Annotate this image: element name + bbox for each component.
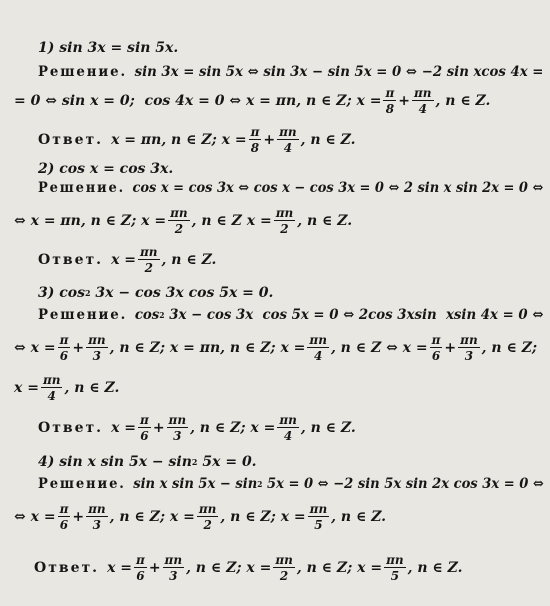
p2-solution-text: cos x = cos 3x ⇔ cos x − cos 3x = 0 ⇔ 2 sin x sin 2x = 0 ⇔ [132, 180, 544, 196]
p4-solution-label: Решение. [38, 476, 126, 492]
p3-solution-a: cos [134, 307, 160, 323]
numerator: π [385, 86, 395, 100]
fraction [163, 554, 185, 582]
denominator: 3 [169, 569, 178, 583]
denominator: 6 [59, 349, 69, 363]
denominator: 2 [280, 222, 289, 236]
p2-answer-label: Ответ. [38, 252, 104, 268]
numerator: π [59, 333, 69, 347]
p2-solution-label: Решение. [38, 180, 126, 196]
numerator: πn [88, 502, 106, 516]
numerator: πn [198, 502, 217, 516]
denominator: 2 [279, 569, 289, 583]
p3-solution-label: Решение. [38, 307, 128, 323]
p4-text-c: , n ∈ Z; x = [220, 509, 306, 525]
plus-sign: + [398, 93, 410, 109]
exponent: 2 [191, 457, 198, 467]
fraction [273, 554, 295, 582]
fraction [138, 414, 151, 442]
p4-title-a: 4) sin x sin 5x − sin [38, 454, 192, 470]
plus-sign: + [72, 509, 85, 525]
p2-title-text: 2) cos x = cos 3x. [38, 161, 174, 177]
p3-answer-c: , n ∈ Z. [300, 420, 356, 436]
denominator: 6 [59, 518, 69, 532]
numerator: πn [309, 502, 328, 516]
p4-answer-label: Ответ. [34, 560, 100, 576]
p3-answer-a: x = [111, 420, 137, 436]
numerator: πn [275, 553, 293, 567]
p1-solution-label: Решение. [38, 64, 128, 80]
fraction [86, 334, 108, 362]
denominator: 4 [314, 349, 323, 363]
fraction [138, 246, 160, 274]
p2-text-mid: , n ∈ Z x = [191, 213, 272, 229]
numerator: πn [170, 206, 188, 220]
p1-answer-label: Ответ. [38, 132, 104, 148]
fraction [58, 503, 71, 531]
plus-sign: + [444, 340, 457, 356]
fraction [274, 207, 296, 235]
numerator: π [250, 125, 260, 139]
fraction [168, 207, 190, 235]
p3-answer-label: Ответ. [38, 420, 104, 436]
p1-title-text: 1) sin 3x = sin 5x. [38, 40, 179, 56]
fraction [58, 334, 71, 362]
denominator: 8 [385, 102, 395, 116]
denominator: 4 [283, 141, 293, 155]
tail-text: , n ∈ Z. [300, 132, 356, 148]
denominator: 6 [136, 569, 145, 583]
p1-solution-text2: = 0 ⇔ sin x = 0; cos 4x = 0 ⇔ x = πn, n ∈ Z; x = [14, 93, 382, 109]
p3-solution-b: 3x − cos 3x cos 5x = 0 ⇔ 2cos 3xsin xsin 4x = 0 ⇔ [164, 307, 544, 323]
exponent: 2 [159, 310, 165, 320]
p4-text-a: ⇔ x = [14, 509, 56, 525]
p4-solution-b: 5x = 0 ⇔ −2 sin 5x sin 2x cos 3x = 0 ⇔ [262, 476, 544, 492]
p4-answer-a: x = [107, 560, 133, 576]
numerator: π [140, 413, 149, 427]
fraction [41, 374, 63, 402]
tail-text: , n ∈ Z. [297, 213, 353, 229]
fraction [197, 503, 219, 531]
p1-solution-text: sin 3x = sin 5x ⇔ sin 3x − sin 5x = 0 ⇔ −2 sin xcos 4x = [134, 64, 544, 80]
numerator: π [136, 553, 145, 567]
fraction [412, 87, 434, 115]
p4-answer-c: , n ∈ Z; x = [296, 560, 383, 576]
p2-solution-text2: ⇔ x = πn, n ∈ Z; x = [14, 213, 167, 229]
fraction [383, 87, 396, 115]
numerator: πn [386, 553, 404, 567]
numerator: π [431, 333, 441, 347]
fraction [277, 414, 299, 442]
numerator: πn [460, 333, 478, 347]
p3-title-a: 3) cos [38, 285, 85, 301]
fraction [384, 554, 406, 582]
numerator: πn [164, 553, 183, 567]
denominator: 8 [250, 141, 260, 155]
p3-text-a: ⇔ x = [14, 340, 56, 356]
numerator: πn [168, 413, 187, 427]
p3-title-b: 3x − cos 3x cos 5x = 0. [90, 285, 274, 301]
exponent: 2 [84, 288, 91, 298]
fraction [167, 414, 189, 442]
numerator: πn [309, 333, 327, 347]
plus-sign: + [72, 340, 85, 356]
p4-solution-a: sin x sin 5x − sin [133, 476, 258, 492]
numerator: πn [42, 373, 61, 387]
p3-text-c: , n ∈ Z ⇔ x = [330, 340, 428, 356]
p3-text-d: , n ∈ Z; [481, 340, 538, 356]
fraction [86, 503, 108, 531]
denominator: 4 [418, 102, 427, 116]
numerator: πn [275, 206, 294, 220]
exponent: 2 [257, 479, 263, 489]
fraction [307, 334, 329, 362]
denominator: 5 [390, 569, 400, 583]
fraction [249, 126, 262, 154]
p3-text-b: , n ∈ Z; x = πn, n ∈ Z; x = [109, 340, 306, 356]
denominator: 2 [203, 518, 212, 532]
plus-sign: + [152, 420, 165, 436]
numerator: πn [279, 125, 297, 139]
denominator: 3 [92, 518, 102, 532]
fraction [430, 334, 443, 362]
p4-text-d: , n ∈ Z. [331, 509, 387, 525]
tail-text: , n ∈ Z. [435, 93, 491, 109]
denominator: 2 [144, 261, 153, 275]
p4-answer-b: , n ∈ Z; x = [186, 560, 272, 576]
numerator: π [59, 502, 69, 516]
p3-text-l3b: , n ∈ Z. [64, 380, 120, 396]
p4-answer-d: , n ∈ Z. [407, 560, 463, 576]
denominator: 5 [314, 518, 323, 532]
p3-text-l3a: x = [14, 380, 39, 396]
denominator: 6 [431, 349, 441, 363]
p4-title-b: 5x = 0. [197, 454, 257, 470]
fraction [134, 554, 147, 582]
denominator: 2 [174, 222, 184, 236]
p2-answer-text: x = [111, 252, 137, 268]
fraction [458, 334, 480, 362]
denominator: 3 [464, 349, 474, 363]
denominator: 4 [47, 389, 56, 403]
plus-sign: + [148, 560, 161, 576]
numerator: πn [88, 333, 106, 347]
denominator: 3 [92, 349, 102, 363]
fraction [308, 503, 330, 531]
p3-answer-b: , n ∈ Z; x = [190, 420, 276, 436]
denominator: 6 [140, 429, 149, 443]
denominator: 4 [283, 429, 293, 443]
p4-text-b: , n ∈ Z; x = [109, 509, 195, 525]
numerator: πn [414, 86, 432, 100]
plus-sign: + [263, 132, 276, 148]
numerator: πn [279, 413, 297, 427]
fraction [277, 126, 299, 154]
p1-answer-text: x = πn, n ∈ Z; x = [111, 132, 247, 148]
numerator: πn [140, 245, 158, 259]
tail-text: , n ∈ Z. [161, 252, 217, 268]
denominator: 3 [173, 429, 182, 443]
